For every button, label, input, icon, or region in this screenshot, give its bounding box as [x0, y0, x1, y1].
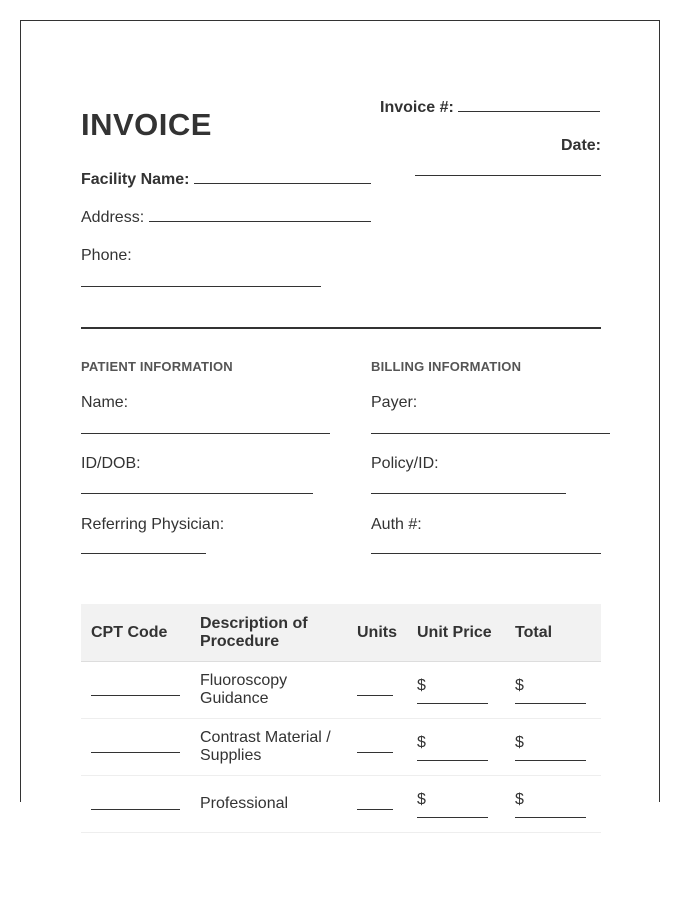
unit-price-cell [407, 776, 505, 833]
facility-name-blank[interactable] [194, 183, 371, 184]
col-header-cpt-code: CPT Code [81, 604, 190, 662]
description-cell: Professional [190, 776, 347, 833]
unit-price-blank[interactable] [417, 817, 488, 818]
total-blank[interactable] [515, 817, 586, 818]
invoice-title: INVOICE [81, 107, 212, 142]
cpt-code-cell [81, 662, 190, 719]
table-row [81, 719, 601, 776]
total-currency: $ [515, 790, 524, 808]
auth-blank[interactable] [371, 553, 601, 554]
col-header-unit-price: Unit Price [407, 604, 505, 662]
invoice-number-blank[interactable] [458, 111, 600, 112]
total-cell [505, 719, 601, 776]
total-cell [505, 662, 601, 719]
billing-info-heading: BILLING INFORMATION [371, 359, 522, 374]
invoice-page [20, 20, 660, 812]
address-field [81, 209, 371, 227]
table-row [81, 776, 601, 833]
referring-physician-blank[interactable] [81, 553, 206, 554]
total-currency: $ [515, 733, 524, 751]
patient-id-dob-blank[interactable] [81, 493, 313, 494]
units-blank[interactable] [357, 695, 393, 696]
policy-id-blank[interactable] [371, 493, 566, 494]
unit-price-currency: $ [417, 790, 426, 808]
total-blank[interactable] [515, 703, 586, 704]
cpt-code-blank[interactable] [91, 752, 180, 753]
col-header-description: Description of Procedure [190, 604, 347, 662]
patient-name-label: Name: [81, 394, 129, 411]
procedure-table [81, 604, 601, 833]
payer-label: Payer: [371, 394, 418, 411]
policy-id-label: Policy/ID: [371, 455, 439, 472]
units-cell [347, 776, 407, 833]
invoice-number-field [380, 99, 600, 117]
description-cell: Fluoroscopy Guidance [190, 662, 347, 719]
units-blank[interactable] [357, 752, 393, 753]
cpt-code-blank[interactable] [91, 809, 180, 810]
total-blank[interactable] [515, 760, 586, 761]
invoice-number-label: Invoice #: [380, 99, 454, 116]
address-blank[interactable] [149, 221, 371, 222]
unit-price-currency: $ [417, 676, 426, 694]
description-cell: Contrast Material / Supplies [190, 719, 347, 776]
cpt-code-blank[interactable] [91, 695, 180, 696]
header-separator [81, 327, 601, 329]
table-header-row [81, 604, 601, 662]
unit-price-blank[interactable] [417, 703, 488, 704]
date-blank[interactable] [415, 175, 601, 176]
address-label: Address: [81, 209, 145, 226]
auth-label: Auth #: [371, 516, 422, 533]
phone-blank[interactable] [81, 286, 321, 287]
patient-id-dob-label: ID/DOB: [81, 455, 141, 472]
phone-label: Phone: [81, 247, 132, 264]
units-blank[interactable] [357, 809, 393, 810]
unit-price-cell [407, 662, 505, 719]
table-row [81, 662, 601, 719]
total-cell [505, 776, 601, 833]
patient-info-heading: PATIENT INFORMATION [81, 359, 233, 374]
total-currency: $ [515, 676, 524, 694]
col-header-units: Units [347, 604, 407, 662]
cpt-code-cell [81, 776, 190, 833]
unit-price-currency: $ [417, 733, 426, 751]
unit-price-cell [407, 719, 505, 776]
patient-name-blank[interactable] [81, 433, 330, 434]
units-cell [347, 662, 407, 719]
units-cell [347, 719, 407, 776]
cpt-code-cell [81, 719, 190, 776]
col-header-total: Total [505, 604, 601, 662]
date-label: Date: [561, 137, 602, 154]
payer-blank[interactable] [371, 433, 610, 434]
referring-physician-label: Referring Physician: [81, 516, 225, 533]
unit-price-blank[interactable] [417, 760, 488, 761]
facility-name-label: Facility Name: [81, 171, 190, 188]
facility-name-field [81, 171, 371, 189]
